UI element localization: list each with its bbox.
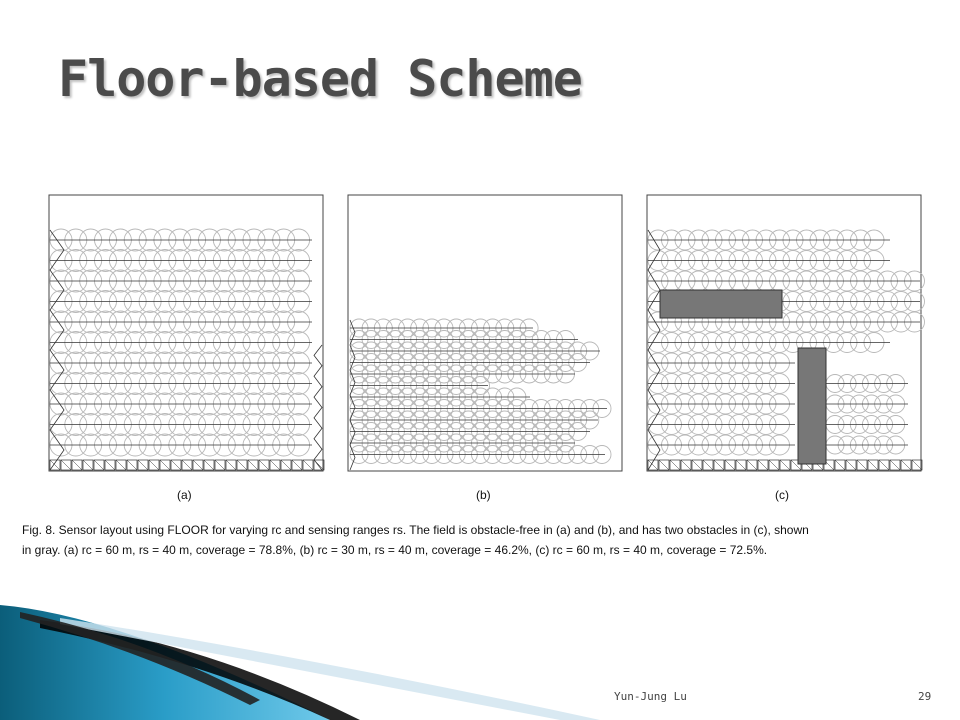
panel-a [49,195,324,471]
footer-author: Yun-Jung Lu [614,690,687,703]
panel-b-label: (b) [476,488,491,502]
obstacle-horizontal [660,290,782,318]
figure-caption [22,520,938,560]
panel-a-label: (a) [177,488,192,502]
obstacle-vertical [798,348,826,464]
slide-title: Floor-based Scheme [58,50,582,108]
caption-line-2: in gray. (a) rc = 60 m, rs = 40 m, coverage = 78.8%, (b) rc = 30 m, rs = 40 m, coverage = 46.2%, (c) rc = 60 m, rs = 40 m, coverage = 72.5%. [22,543,768,557]
page-number: 29 [918,690,932,703]
caption-line-1: Fig. 8. Sensor layout using FLOOR for varying rc and sensing ranges rs. The field is obstacle-free in (a) and (b), and has two obstacles in (c), shown [22,523,809,537]
panel-c-label: (c) [775,488,789,502]
panel-c [647,195,925,471]
panel-b [348,195,622,471]
